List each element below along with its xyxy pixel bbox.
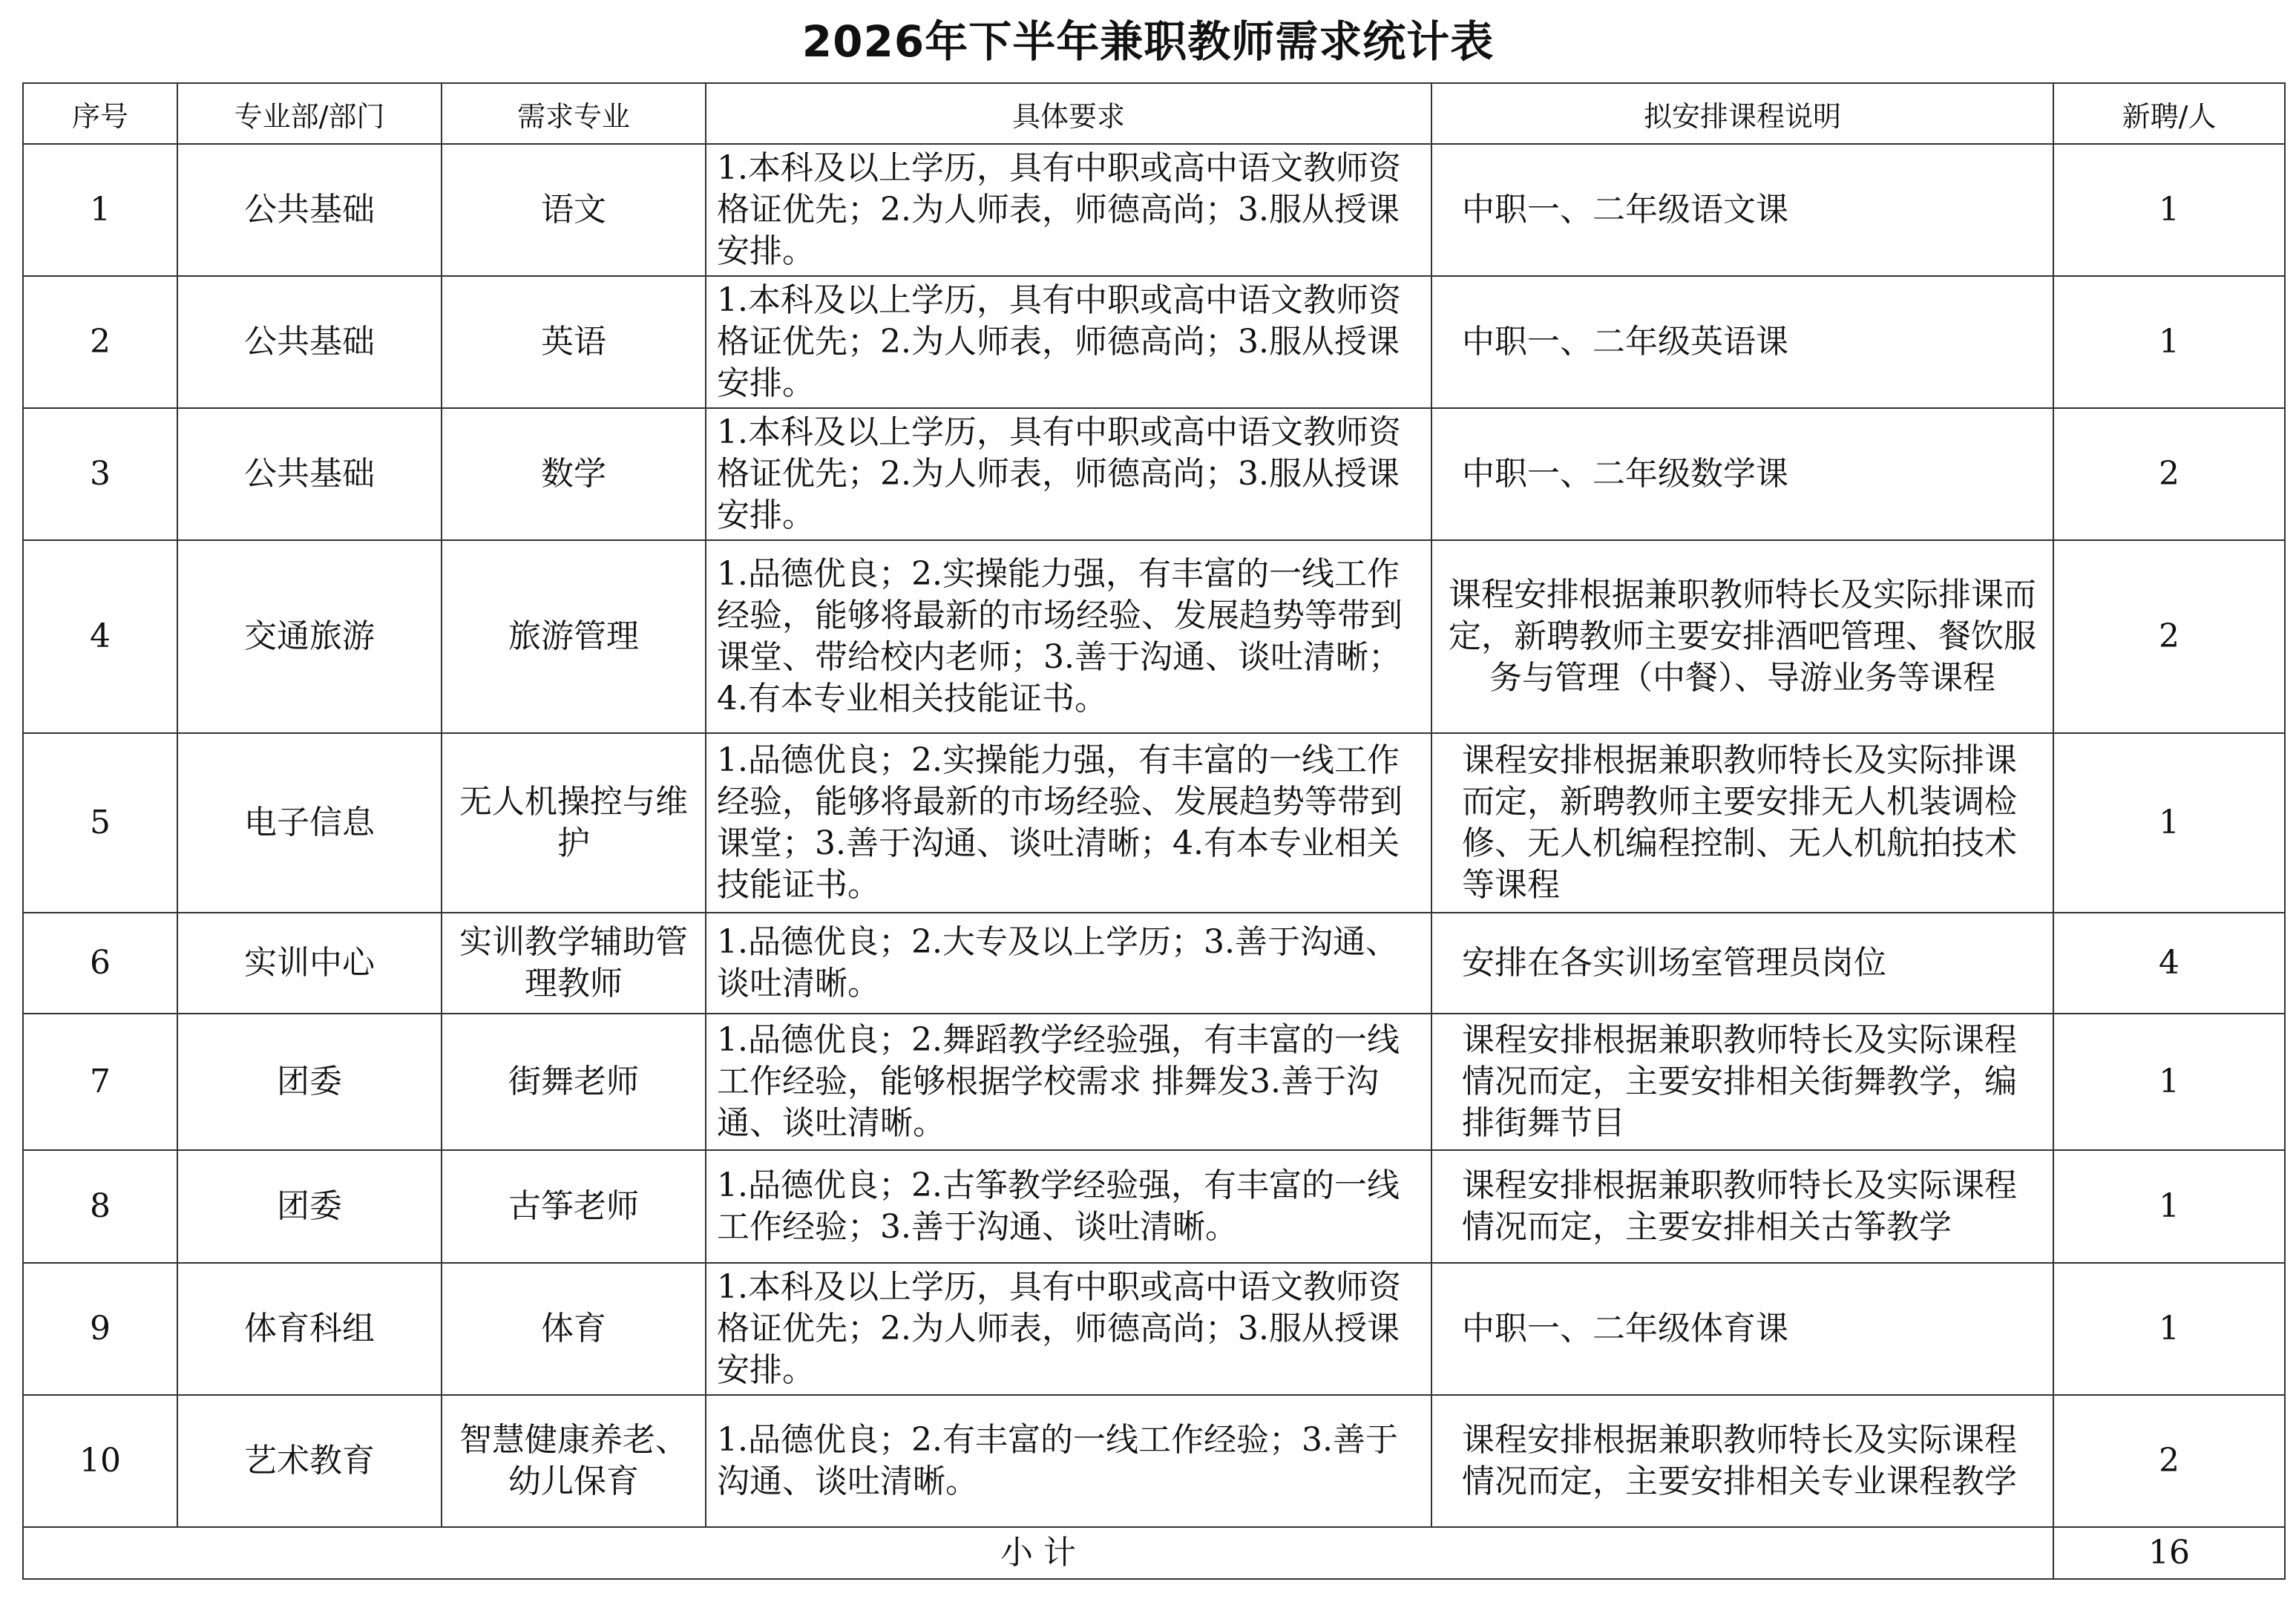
cell-no: 1 [23,144,177,276]
header-course-plan: 拟安排课程说明 [1431,83,2053,144]
table-row [23,733,2285,913]
page-title: 2026年下半年兼职教师需求统计表 [801,16,1495,67]
table-row [23,540,2285,733]
cell-dept: 电子信息 [177,733,442,913]
table-row [23,1150,2285,1263]
cell-requirements: 1.品德优良；2.大专及以上学历；3.善于沟通、谈吐清晰。 [706,913,1431,1014]
table-row [23,276,2285,408]
demand-table [22,82,2286,1580]
cell-dept: 实训中心 [177,913,442,1014]
cell-dept: 团委 [177,1014,442,1150]
cell-course-plan: 课程安排根据兼职教师特长及实际课程情况而定，主要安排相关古筝教学 [1431,1150,2053,1263]
cell-requirements: 1.本科及以上学历，具有中职或高中语文教师资格证优先；2.为人师表，师德高尚；3.服从授课安排。 [706,276,1431,408]
cell-course-plan: 课程安排根据兼职教师特长及实际课程情况而定，主要安排相关专业课程教学 [1431,1395,2053,1527]
subtotal-row [23,1527,2285,1579]
table-row [23,1263,2285,1395]
cell-requirements: 1.品德优良；2.有丰富的一线工作经验；3.善于沟通、谈吐清晰。 [706,1395,1431,1527]
cell-major: 古筝老师 [442,1150,706,1263]
cell-count: 1 [2053,733,2285,913]
cell-dept: 体育科组 [177,1263,442,1395]
cell-count: 2 [2053,408,2285,540]
cell-major: 体育 [442,1263,706,1395]
cell-no: 8 [23,1150,177,1263]
cell-requirements: 1.本科及以上学历，具有中职或高中语文教师资格证优先；2.为人师表，师德高尚；3.服从授课安排。 [706,408,1431,540]
cell-dept: 交通旅游 [177,540,442,733]
header-row [23,83,2285,144]
cell-major: 实训教学辅助管理教师 [442,913,706,1014]
cell-no: 4 [23,540,177,733]
table-row [23,1395,2285,1527]
cell-course-plan: 中职一、二年级数学课 [1431,408,2053,540]
cell-no: 7 [23,1014,177,1150]
cell-no: 9 [23,1263,177,1395]
cell-course-plan: 中职一、二年级语文课 [1431,144,2053,276]
cell-requirements: 1.品德优良；2.实操能力强，有丰富的一线工作经验，能够将最新的市场经验、发展趋势等带到课堂、带给校内老师；3.善于沟通、谈吐清晰；4.有本专业相关技能证书。 [706,540,1431,733]
cell-course-plan: 课程安排根据兼职教师特长及实际排课而定，新聘教师主要安排无人机装调检修、无人机编程控制、无人机航拍技术等课程 [1431,733,2053,913]
cell-requirements: 1.本科及以上学历，具有中职或高中语文教师资格证优先；2.为人师表，师德高尚；3.服从授课安排。 [706,144,1431,276]
table-row [23,913,2285,1014]
cell-major: 英语 [442,276,706,408]
cell-requirements: 1.品德优良；2.舞蹈教学经验强，有丰富的一线工作经验，能够根据学校需求 排舞发3.善于沟通、谈吐清晰。 [706,1014,1431,1150]
cell-count: 2 [2053,1395,2285,1527]
cell-count: 1 [2053,276,2285,408]
cell-count: 1 [2053,144,2285,276]
cell-no: 10 [23,1395,177,1527]
cell-dept: 团委 [177,1150,442,1263]
cell-course-plan: 课程安排根据兼职教师特长及实际课程情况而定，主要安排相关街舞教学，编排街舞节目 [1431,1014,2053,1150]
cell-count: 4 [2053,913,2285,1014]
cell-dept: 公共基础 [177,408,442,540]
cell-count: 1 [2053,1263,2285,1395]
table-row [23,1014,2285,1150]
table-row [23,408,2285,540]
cell-requirements: 1.品德优良；2.古筝教学经验强，有丰富的一线工作经验；3.善于沟通、谈吐清晰。 [706,1150,1431,1263]
cell-course-plan: 中职一、二年级体育课 [1431,1263,2053,1395]
subtotal-count: 16 [2053,1527,2285,1579]
cell-course-plan: 中职一、二年级英语课 [1431,276,2053,408]
cell-no: 3 [23,408,177,540]
cell-major: 智慧健康养老、幼儿保育 [442,1395,706,1527]
header-dept: 专业部/部门 [177,83,442,144]
cell-dept: 公共基础 [177,276,442,408]
header-count: 新聘/人 [2053,83,2285,144]
header-requirements: 具体要求 [706,83,1431,144]
cell-requirements: 1.本科及以上学历，具有中职或高中语文教师资格证优先；2.为人师表，师德高尚；3.服从授课安排。 [706,1263,1431,1395]
cell-requirements: 1.品德优良；2.实操能力强，有丰富的一线工作经验，能够将最新的市场经验、发展趋势等带到课堂；3.善于沟通、谈吐清晰；4.有本专业相关技能证书。 [706,733,1431,913]
cell-major: 街舞老师 [442,1014,706,1150]
cell-no: 5 [23,733,177,913]
header-no: 序号 [23,83,177,144]
header-major: 需求专业 [442,83,706,144]
cell-no: 2 [23,276,177,408]
cell-dept: 艺术教育 [177,1395,442,1527]
subtotal-label: 小 计 [23,1527,2053,1579]
cell-course-plan: 课程安排根据兼职教师特长及实际排课而定，新聘教师主要安排酒吧管理、餐饮服务与管理（中餐）、导游业务等课程 [1431,540,2053,733]
cell-major: 旅游管理 [442,540,706,733]
cell-count: 1 [2053,1014,2285,1150]
cell-major: 无人机操控与维护 [442,733,706,913]
cell-count: 1 [2053,1150,2285,1263]
cell-count: 2 [2053,540,2285,733]
cell-major: 数学 [442,408,706,540]
cell-course-plan: 安排在各实训场室管理员岗位 [1431,913,2053,1014]
cell-major: 语文 [442,144,706,276]
cell-dept: 公共基础 [177,144,442,276]
cell-no: 6 [23,913,177,1014]
table-row [23,144,2285,276]
